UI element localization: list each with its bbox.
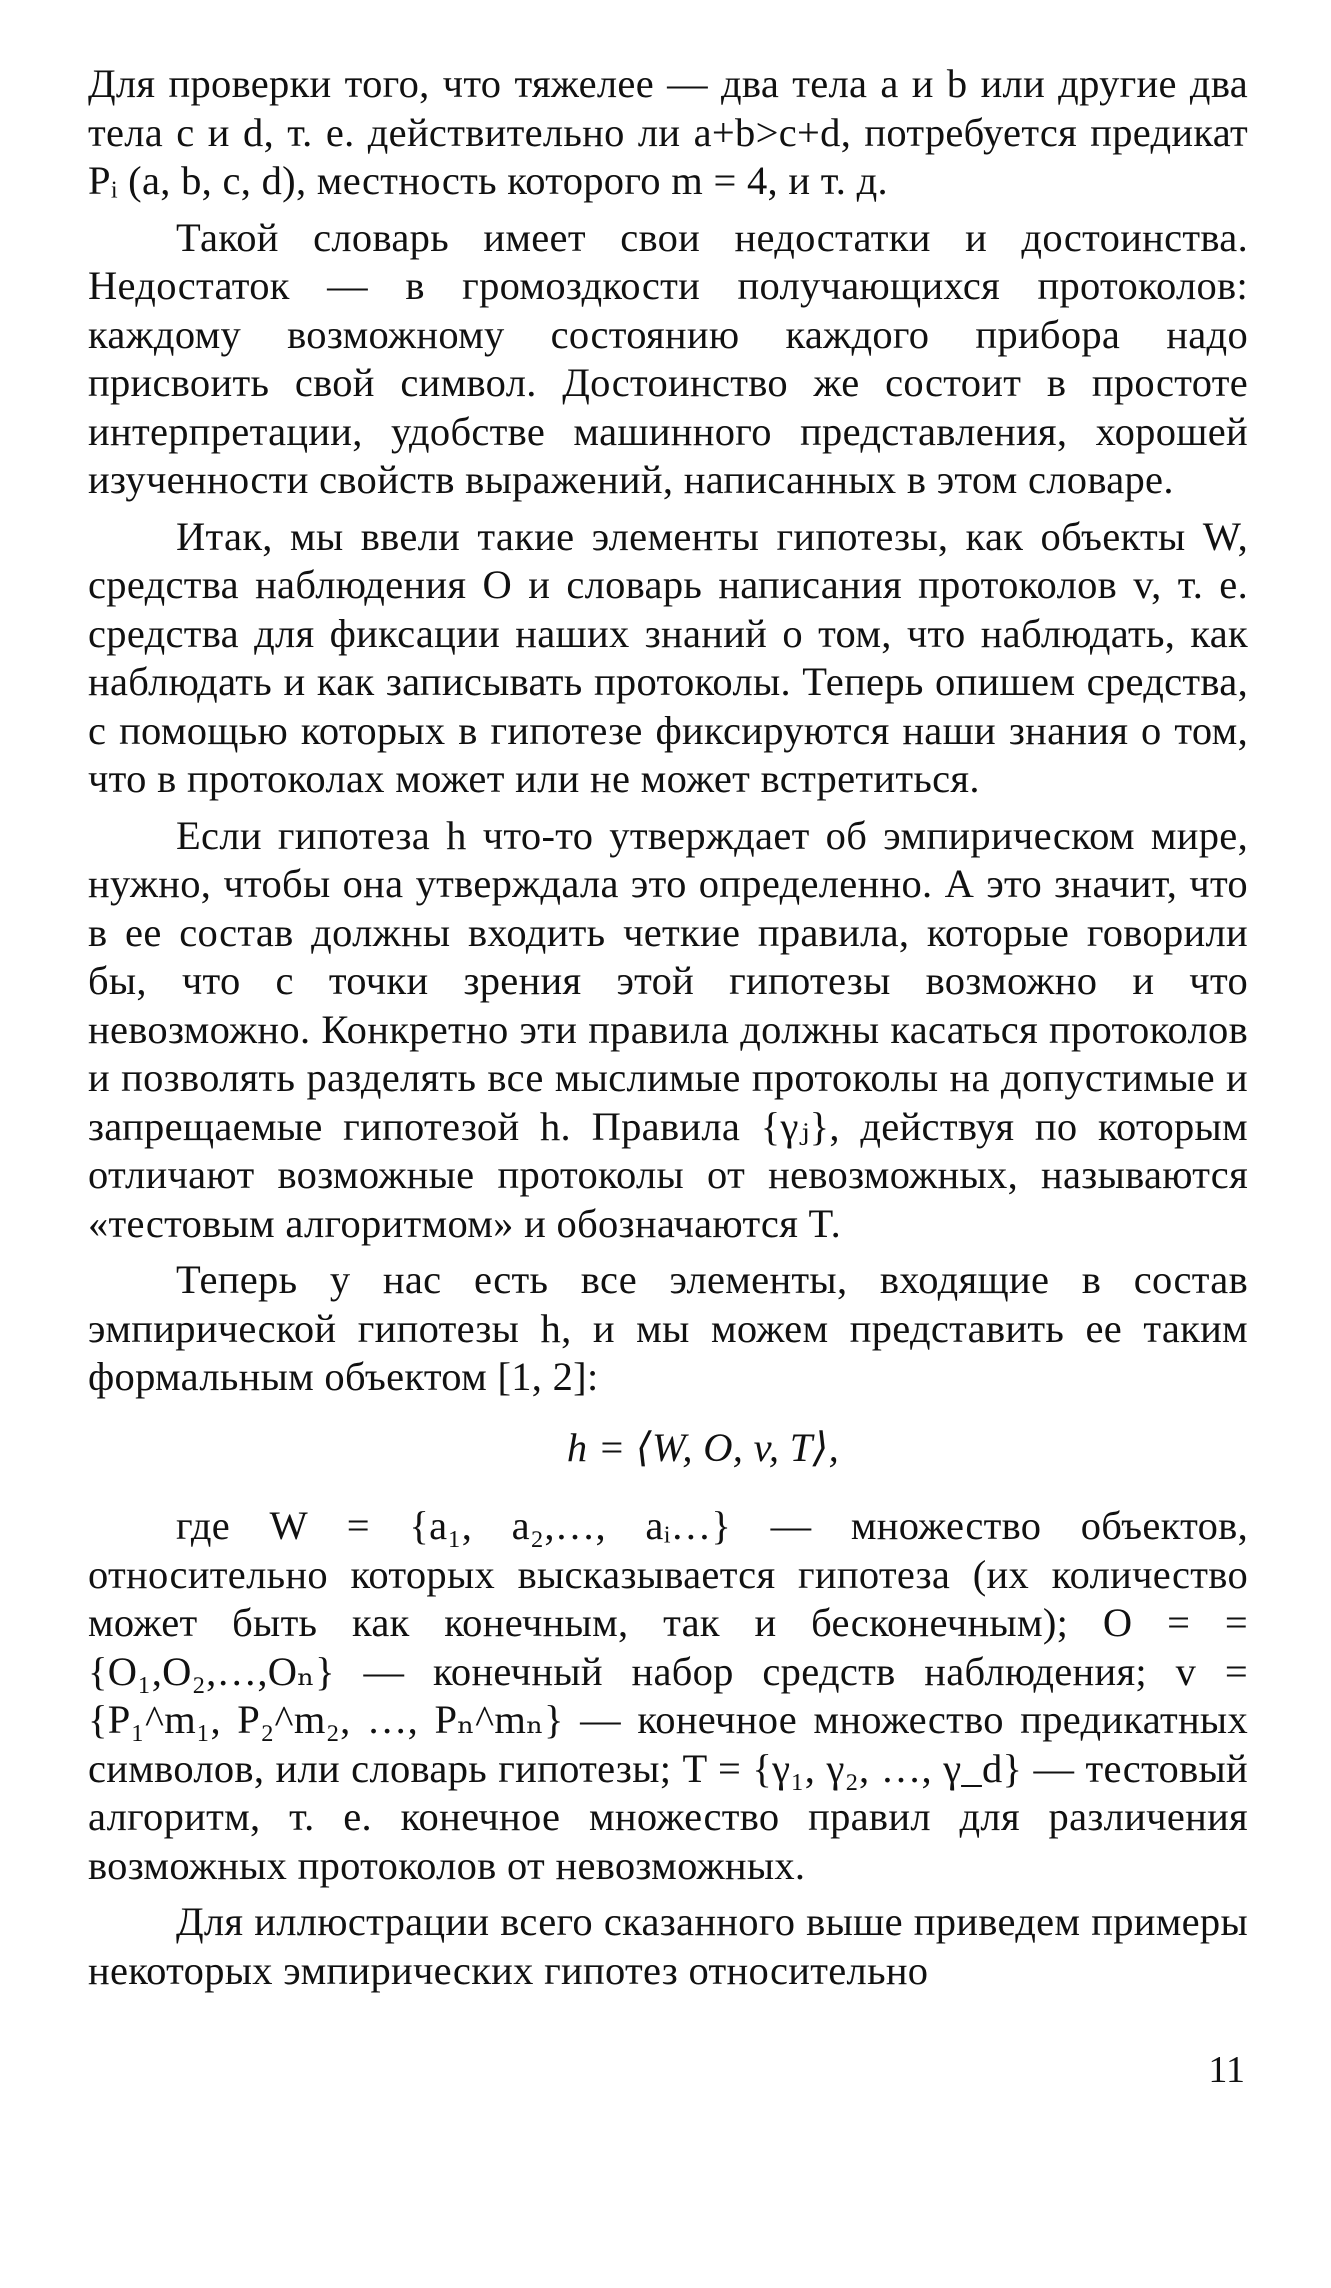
paragraph-definitions: где W = {a₁, a₂,…, aᵢ…} — множество объектов, относительно которых высказывается гипотеза (их количество может быть как конечным, так и бесконечным); O = = {O₁,O₂,…,Oₙ} — конечный набор средств наблюдения; v = {P₁^m₁, P₂^m₂, …, Pₙ^mₙ} — конечное множество предикатных символов, или словарь гипотезы; T = {γ₁, γ₂, …, γ_d} — тестовый алгоритм, т. е. конечное множество правил для различения возможных протоколов от невозможных.: [88, 1503, 1248, 1888]
paragraph-test-algorithm: Если гипотеза h что-то утверждает об эмпирическом мире, нужно, чтобы она утверждала это определенно. А это значит, что в ее состав должны входить четкие правила, которые говорили бы, что с точки зрения этой гипотезы возможно и что невозможно. Конкретно эти правила должны касаться протоколов и позволять разделять все мыслимые протоколы на допустимые и запрещаемые гипотезой h. Правила {γⱼ}, действуя по которым отличают возможные протоколы от невозможных, называются «тестовым алгоритмом» и обозначаются T.: [88, 812, 1248, 1246]
paragraph-closing: Для иллюстрации всего сказанного выше приведем примеры некоторых эмпирических гипотез относительно: [88, 1899, 1248, 1993]
document-page: [88, 60, 1248, 2003]
paragraph-dictionary-pros-cons: Такой словарь имеет свои недостатки и достоинства. Недостаток — в громоздкости получающихся протоколов: каждому возможному состоянию каждого прибора надо присвоить свой символ. Достоинство же состоит в простоте интерпретации, удобстве машинного представления, хорошей изученности свойств выражений, написанных в этом словаре.: [88, 214, 1248, 502]
hypothesis-formula: h = ⟨W, O, v, T⟩,: [566, 1424, 840, 1470]
paragraph-predicate-example: Для проверки того, что тяжелее — два тела a и b или другие два тела c и d, т. е. действительно ли a+b>c+d, потребуется предикат Pᵢ (a, b, c, d), местность которого m = 4, и т. д.: [88, 61, 1248, 203]
paragraph-hypothesis-elements: Итак, мы ввели такие элементы гипотезы, как объекты W, средства наблюдения O и словарь написания протоколов v, т. е. средства для фиксации наших знаний о том, что наблюдать, как наблюдать и как записывать протоколы. Теперь опишем средства, с помощью которых в гипотезе фиксируются наши знания о том, что в протоколах может или не может встретиться.: [88, 513, 1248, 801]
page-number: 11: [1208, 2049, 1245, 2091]
paragraph-formal-object-intro: Теперь у нас есть все элементы, входящие в состав эмпирической гипотезы h, и мы можем представить ее таким формальным объектом [1, 2]:: [88, 1257, 1248, 1399]
